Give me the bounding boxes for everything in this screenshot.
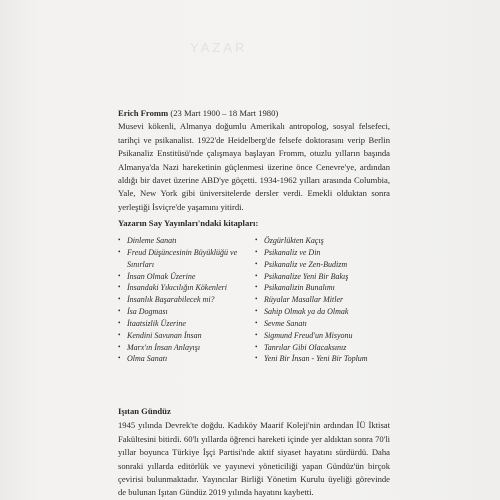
list-item	[255, 342, 390, 354]
book-title: Psikanalizin Bunalımı	[264, 283, 335, 293]
author-section	[118, 107, 390, 214]
list-item	[255, 235, 390, 247]
book-title: Rüyalar Masallar Mitler	[264, 295, 344, 305]
list-item	[255, 294, 390, 306]
list-item	[118, 247, 248, 271]
list-item	[118, 353, 248, 365]
bullet-icon: •	[255, 307, 258, 316]
book-list-right	[255, 235, 390, 365]
book-title: Freud Düşüncesinin Büyüklüğü ve Sınırları	[127, 247, 238, 269]
list-item	[255, 318, 390, 330]
list-item	[118, 342, 248, 354]
author-name: Erich Fromm	[118, 108, 169, 118]
bullet-icon: •	[255, 247, 258, 256]
bullet-icon: •	[118, 283, 121, 292]
bullet-icon: •	[118, 318, 121, 327]
bullet-icon: •	[118, 307, 121, 316]
book-title: Marx'ın İnsan Anlayışı	[127, 342, 201, 352]
bullet-icon: •	[118, 271, 121, 280]
faint-heading: YAZAR	[190, 40, 248, 55]
author-bio: Musevi kökenli, Almanya doğumlu Amerikalı antropolog, sosyal felsefeci, tarihçi ve psikanalist. 1922'de Heidelberg'de felsefe doktorasını verip Berlin Psikanaliz Enstitüsü'nde çalışmaya başlayan Fromm, otuzlu yılların başında Almanya'da Nazi hareketinin güçlenmesi üzerine önce Cenevre'ye, ardından aldığı bir davet üzerine ABD'ye göçetti. 1934-1962 yılları arasında Columbia, Yale, New York gibi üniversitelerde dersler verdi. Emekli olduktan sonra yerleştiği İsviçre'de yaşamını yitirdi.	[118, 121, 390, 212]
book-title: İnsan Olmak Üzerine	[127, 271, 196, 281]
book-title: Sevme Sanatı	[264, 318, 307, 328]
bullet-icon: •	[118, 295, 121, 304]
list-item	[255, 353, 390, 365]
list-item	[255, 259, 390, 271]
bullet-icon: •	[255, 283, 258, 292]
list-item	[118, 330, 248, 342]
book-title: Olma Sanatı	[127, 354, 168, 364]
list-item	[118, 235, 248, 247]
book-title: İnsanlık Başarabilecek mi?	[127, 295, 215, 305]
bullet-icon: •	[118, 330, 121, 339]
bullet-icon: •	[255, 236, 258, 244]
book-title: İnsandaki Yıkıcılığın Kökenleri	[127, 283, 227, 293]
bullet-icon: •	[255, 354, 258, 363]
bullet-icon: •	[255, 330, 258, 339]
translator-section	[118, 405, 390, 500]
bullet-icon: •	[255, 318, 258, 327]
bullet-icon: •	[255, 259, 258, 268]
book-title: İtaatsizlik Üzerine	[127, 318, 186, 328]
list-item	[255, 247, 390, 259]
book-title: Tanrılar Gibi Olacaksınız	[264, 342, 347, 352]
book-title: İsa Dogması	[127, 307, 168, 317]
list-item	[255, 271, 390, 283]
book-list-left	[118, 235, 248, 365]
bullet-icon: •	[255, 295, 258, 304]
books-heading: Yazarın Say Yayınları'ndaki kitapları:	[118, 218, 259, 228]
bullet-icon: •	[118, 236, 121, 244]
list-item	[118, 271, 248, 283]
bullet-icon: •	[118, 247, 121, 256]
list-item	[118, 282, 248, 294]
list-item	[118, 306, 248, 318]
list-item	[118, 294, 248, 306]
translator-name: Işıtan Gündüz	[118, 406, 171, 416]
book-title: Dinleme Sanatı	[127, 236, 177, 245]
bullet-icon: •	[255, 271, 258, 280]
book-title: Kendini Savunan İnsan	[127, 330, 202, 340]
bullet-icon: •	[255, 342, 258, 351]
list-item	[255, 330, 390, 342]
book-title: Özgürlükten Kaçış	[264, 236, 324, 245]
translator-bio: 1945 yılında Devrek'te doğdu. Kadıköy Maarif Koleji'nin ardından İÜ İktisat Fakültesini bitirdi. 60'lı yıllarda öğrenci hareketi içinde yer aldıktan sonra 70'li yıllar boyunca Türkiye İşçi Partisi'nde aktif siyaset hayatını sürdürdü. Daha sonraki yıllarda editörlük ve yayınevi yöneticiliği yapan Gündüz'ün birçok çevirisi bulunmaktadır. Yayıncılar Birliği Yönetim Kurulu üyeliği görevinde de bulunan Işıtan Gündüz 2019 yılında hayatını kaybetti.	[118, 420, 390, 498]
book-title: Yeni Bir İnsan - Yeni Bir Toplum	[264, 354, 368, 364]
bullet-icon: •	[118, 354, 121, 363]
list-item	[255, 282, 390, 294]
book-title: Sigmund Freud'un Misyonu	[264, 330, 353, 340]
author-dates: (23 Mart 1900 – 18 Mart 1980)	[168, 108, 279, 118]
book-title: Psikanaliz ve Zen-Budizm	[264, 259, 348, 269]
list-item	[255, 306, 390, 318]
book-title: Psikanaliz ve Din	[264, 247, 321, 257]
author-paragraph	[118, 107, 390, 120]
book-title: Sahip Olmak ya da Olmak	[264, 307, 349, 317]
bullet-icon: •	[118, 342, 121, 351]
list-item	[118, 318, 248, 330]
book-title: Psikanalize Yeni Bir Bakış	[264, 271, 349, 281]
